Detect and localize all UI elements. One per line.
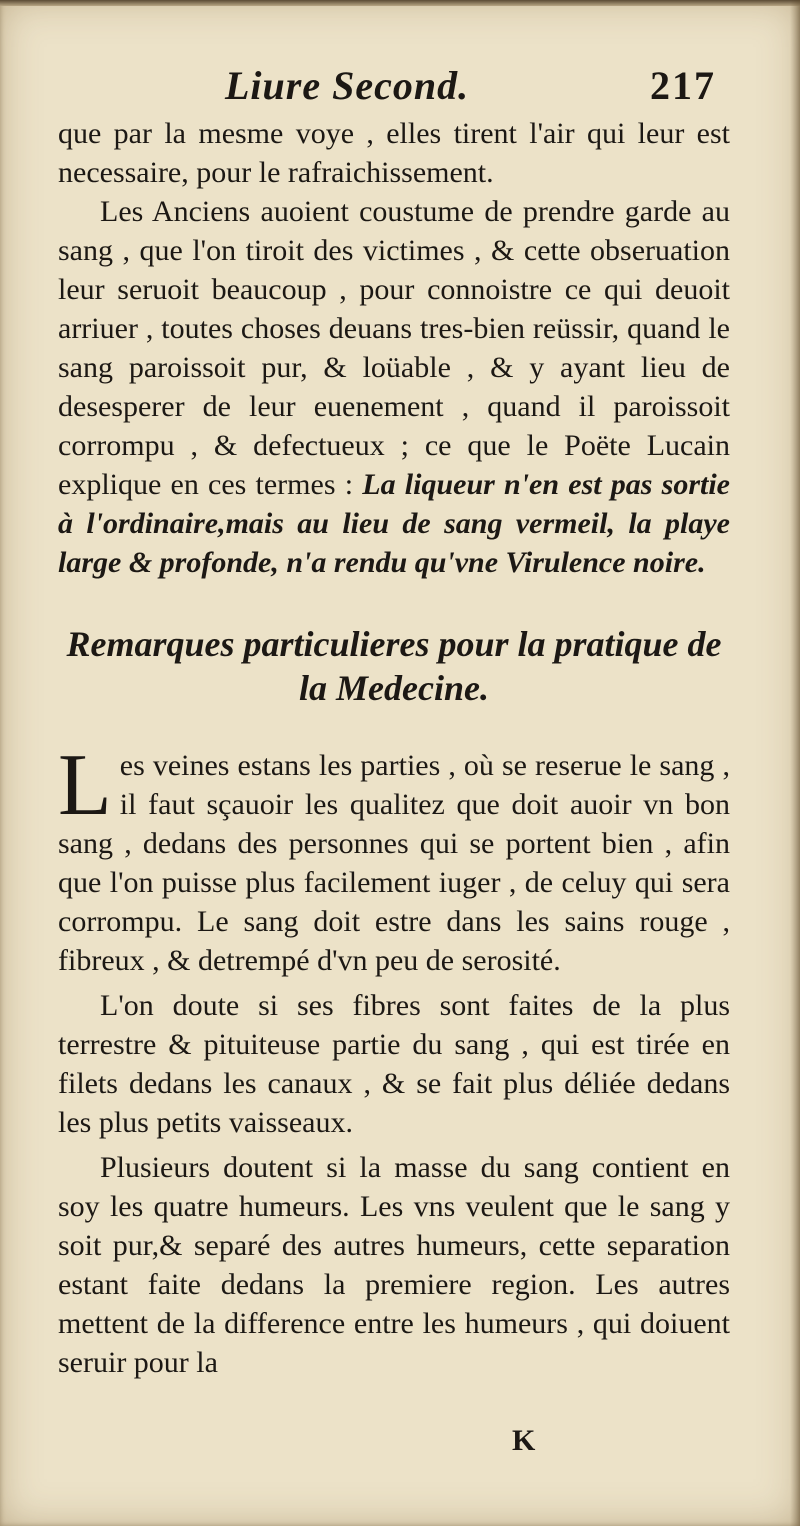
text-block (58, 114, 730, 1382)
signature-mark: K (512, 1424, 536, 1457)
lucain-quote: La liqueur n'en est pas sortie à l'ordinaire,mais au lieu de sang vermeil, la playe large & profonde, n'a rendu qu'vne Virulence noire. (58, 468, 730, 579)
paragraph-anciens (58, 192, 730, 582)
page-top-edge (0, 0, 800, 6)
section-title: Remarques particulieres pour la pratique de la Medecine. (66, 624, 722, 708)
running-head (0, 62, 800, 112)
drop-cap: L (58, 737, 112, 834)
page-number: 217 (650, 63, 716, 108)
paragraph-veines (58, 737, 730, 980)
running-title: Liure Second. (225, 63, 470, 108)
paragraph-anciens-text: Les Anciens auoient coustume de prendre garde au sang , que l'on tiroit des victimes , & cette obseruation leur seruoit beaucoup , pour connoistre ce qui deuoit arriuer , toutes choses deuans tres-bien reüssir, quand le sang paroissoit pur, & loüable , & y ayant lieu de desesperer de leur euenement , quand il paroissoit corrompu , & defectueux ; ce que le Poëte Lucain explique en ces termes : (58, 195, 730, 501)
paragraph-continuation: que par la mesme voye , elles tirent l'air qui leur est necessaire, pour le rafraichissement. (58, 117, 730, 189)
paragraph-fibres: L'on doute si ses fibres sont faites de la plus terrestre & pituiteuse partie du sang , qui est tirée en filets dedans les canaux , & se fait plus déliée dedans les plus petits vaisseaux. (58, 989, 730, 1139)
paragraph-veines-text: es veines estans les parties , où se reserue le sang , il faut sçauoir les qualitez que doit auoir vn bon sang , dedans des personnes qui se portent bien , afin que l'on puisse plus facilement iuger , de celuy qui sera corrompu. Le sang doit estre dans les sains rouge , fibreux , & detrempé d'vn peu de serosité. (58, 749, 730, 977)
page-right-edge (790, 0, 800, 1526)
paragraph-humeurs: Plusieurs doutent si la masse du sang contient en soy les quatre humeurs. Les vns veulent que le sang y soit pur,& separé des autres humeurs, cette separation estant faite dedans la premiere region. Les autres mettent de la difference entre les humeurs , qui doiuent seruir pour la (58, 1151, 730, 1379)
